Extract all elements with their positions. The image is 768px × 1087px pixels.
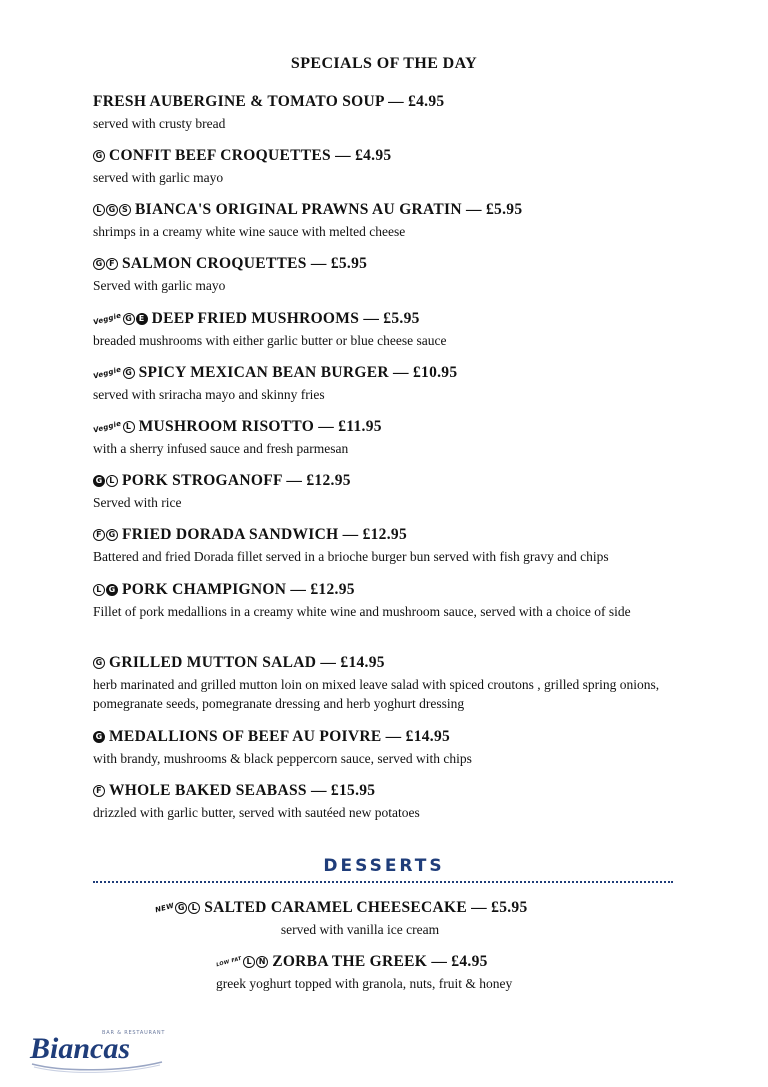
menu-item-name: MUSHROOM RISOTTO — £11.95 — [138, 418, 382, 435]
fish-icon: F — [93, 529, 105, 541]
menu-item — [93, 254, 683, 295]
menu-item-desc: breaded mushrooms with either garlic butter or blue cheese sauce — [93, 333, 447, 348]
gluten-icon: G — [123, 367, 135, 379]
lactose-icon: L — [93, 584, 105, 596]
specials-title: SPECIALS OF THE DAY — [290, 55, 478, 72]
menu-item-name: BIANCA'S ORIGINAL PRAWNS AU GRATIN — £5.95 — [135, 201, 523, 218]
nuts-icon: N — [256, 956, 268, 968]
menu-item — [93, 653, 683, 713]
gluten-icon: G — [175, 902, 187, 914]
desserts-title: DESSERTS — [323, 856, 445, 876]
menu-item-desc: drizzled with garlic butter, served with sautéed new potatoes — [93, 805, 420, 820]
menu-item-desc: Served with rice — [93, 495, 182, 510]
biancas-logo — [22, 1022, 172, 1077]
menu-item-desc: Battered and fried Dorada fillet served in a brioche burger bun served with fish gravy and chips — [93, 549, 609, 564]
gluten-icon: G — [93, 150, 105, 162]
menu-item-desc: served with crusty bread — [93, 116, 226, 131]
menu-item-name: GRILLED MUTTON SALAD — £14.95 — [109, 654, 385, 671]
shellfish-icon: S — [119, 204, 131, 216]
menu-item-desc: served with garlic mayo — [93, 170, 224, 185]
low-fat-icon: LOW FAT — [215, 955, 243, 969]
menu-item — [93, 309, 683, 350]
menu-item-desc: Served with garlic mayo — [93, 278, 226, 293]
lactose-icon: L — [243, 956, 255, 968]
menu-item — [93, 146, 683, 187]
menu-item — [93, 781, 683, 822]
veggie-icon: Veggie — [92, 365, 123, 381]
logo-tagline: BAR & RESTAURANT — [102, 1030, 166, 1036]
menu-item-desc: with a sherry infused sauce and fresh parmesan — [93, 441, 349, 456]
menu-item-name: WHOLE BAKED SEABASS — £15.95 — [109, 782, 376, 799]
menu-item — [93, 525, 683, 566]
lactose-icon: L — [106, 475, 118, 487]
menu-item-name: SPICY MEXICAN BEAN BURGER — £10.95 — [138, 364, 458, 381]
gluten-free-icon: G — [93, 731, 105, 743]
menu-item — [93, 200, 683, 241]
menu-item-name: CONFIT BEEF CROQUETTES — £4.95 — [109, 147, 392, 164]
menu-item-name: FRIED DORADA SANDWICH — £12.95 — [122, 526, 408, 543]
fish-icon: F — [93, 785, 105, 797]
menu-item-name: PORK STROGANOFF — £12.95 — [122, 472, 351, 489]
gluten-icon: G — [106, 204, 118, 216]
menu-item — [93, 363, 683, 404]
menu-item — [93, 580, 683, 621]
menu-item-name: SALMON CROQUETTES — £5.95 — [122, 255, 368, 272]
lactose-icon: L — [93, 204, 105, 216]
dessert-item-name: SALTED CARAMEL CHEESECAKE — £5.95 — [204, 899, 528, 916]
egg-icon: E — [136, 313, 148, 325]
gluten-icon: G — [106, 529, 118, 541]
menu-item — [93, 417, 683, 458]
menu-item-desc: with brandy, mushrooms & black peppercorn sauce, served with chips — [93, 751, 472, 766]
menu-item-name: DEEP FRIED MUSHROOMS — £5.95 — [151, 310, 420, 327]
menu-item-name: FRESH AUBERGINE & TOMATO SOUP — £4.95 — [93, 93, 445, 110]
gluten-free-icon: G — [93, 475, 105, 487]
menu-item-desc: herb marinated and grilled mutton loin on mixed leave salad with spiced croutons , grilled spring onions, pomegranate seeds, pomegranate dressing and herb yoghurt dressing — [93, 677, 660, 711]
dessert-item-name: ZORBA THE GREEK — £4.95 — [272, 953, 488, 970]
gluten-icon: G — [123, 313, 135, 325]
menu-item-desc: shrimps in a creamy white wine sauce with melted cheese — [93, 224, 406, 239]
gluten-icon: G — [93, 657, 105, 669]
veggie-icon: Veggie — [92, 311, 123, 327]
menu-item-name: PORK CHAMPIGNON — £12.95 — [122, 581, 355, 598]
menu-item — [93, 92, 683, 133]
gluten-free-icon: G — [106, 584, 118, 596]
dessert-item — [155, 898, 565, 939]
menu-item-name: MEDALLIONS OF BEEF AU POIVRE — £14.95 — [109, 728, 451, 745]
lactose-icon: L — [123, 421, 135, 433]
menu-item — [93, 471, 683, 512]
new-icon: NEW — [154, 901, 175, 915]
lactose-icon: L — [188, 902, 200, 914]
logo-name: Biancas — [30, 1032, 131, 1065]
dessert-item-desc: served with vanilla ice cream — [280, 922, 440, 937]
dotted-divider — [93, 881, 673, 883]
menu-item — [93, 727, 683, 768]
dessert-item — [216, 952, 556, 993]
dessert-item-desc: greek yoghurt topped with granola, nuts, fruit & honey — [216, 976, 513, 991]
menu-item-desc: served with sriracha mayo and skinny fries — [93, 387, 325, 402]
menu-item-desc: Fillet of pork medallions in a creamy white wine and mushroom sauce, served with a choice of side — [93, 604, 631, 619]
fish-icon: F — [106, 258, 118, 270]
veggie-icon: Veggie — [92, 419, 123, 435]
gluten-icon: G — [93, 258, 105, 270]
